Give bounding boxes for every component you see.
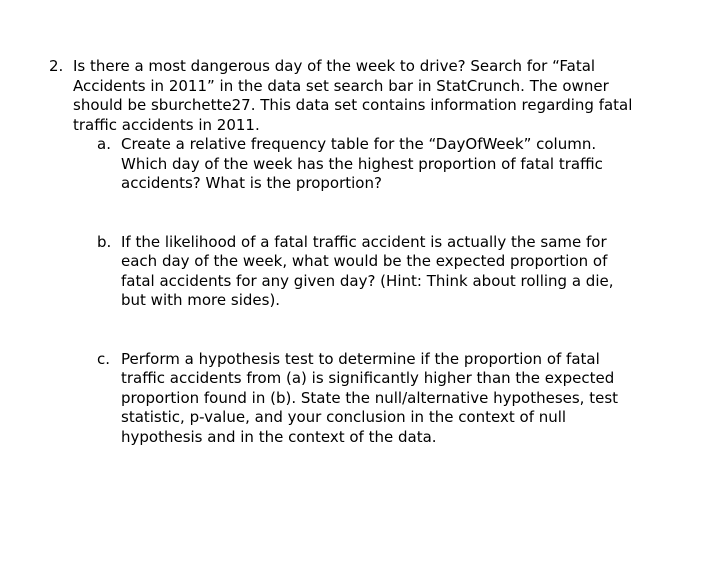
document-body	[0, 57, 717, 447]
sub-question-text: If the likelihood of a fatal traffic accident is actually the same for each day of the week, what would be the expected proportion of fatal accidents for any given day? (Hint: Think about rolling a die, but with more sides).	[121, 232, 614, 309]
sub-question-text: Perform a hypothesis test to determine if the proportion of fatal traffic accidents from (a) is significantly higher than the expected proportion found in (b). State the null/alternative hypotheses, test statistic, p-value, and your conclusion in the context of null hypothesis and in the context of the data.	[121, 349, 619, 446]
sub-question-letter: c.	[97, 349, 111, 368]
question-text: Is there a most dangerous day of the week to drive? Search for “Fatal Accidents in 2011” in the data set search bar in StatCrunch. The owner should be sburchette27. This data set contains information regarding fatal traffic accidents in 2011.	[73, 57, 633, 134]
question-2	[0, 57, 633, 447]
sub-question-letter: b.	[97, 232, 112, 251]
sub-question-b	[73, 233, 643, 311]
sub-question-c	[73, 350, 646, 448]
sub-question-list	[73, 135, 633, 447]
question-number: 2.	[49, 57, 64, 75]
sub-question-letter: a.	[97, 135, 111, 153]
sub-question-a	[73, 135, 646, 194]
sub-question-text: Create a relative frequency table for the “DayOfWeek” column. Which day of the week has the highest proportion of fatal traffic accidents? What is the proportion?	[121, 135, 603, 192]
